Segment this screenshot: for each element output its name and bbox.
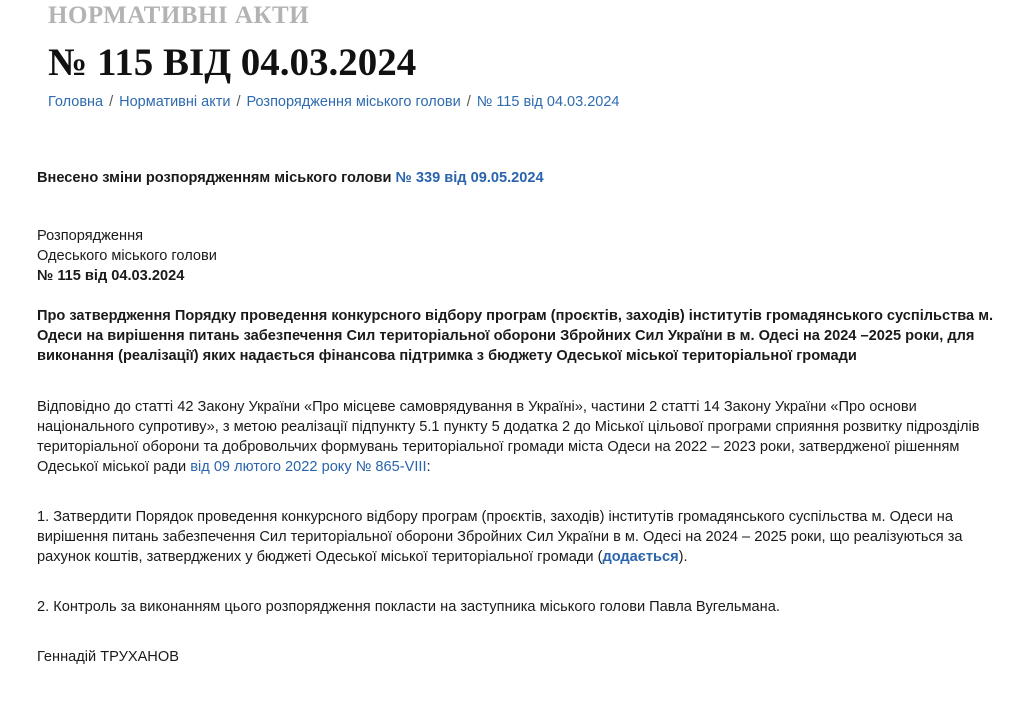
document-subject: Про затвердження Порядку проведення конкурсного відбору програм (проєктів, заходів) інститутів громадянського суспільства м. Одеси на вирішення питань забезпечення Сил територіальної оборони Збройних Сил України в м. Одесі на 2024 –2025 роки, для виконання (реалізації) яких надається фінансова підтримка з бюджету Одеської міської територіальної громади [37, 308, 994, 364]
council-decision-link[interactable]: від 09 лютого 2022 року № 865-VIII [190, 459, 427, 475]
breadcrumb-normative-acts[interactable]: Нормативні акти [119, 94, 231, 110]
amendment-text: Внесено зміни розпорядженням міського голови [37, 170, 396, 186]
document-content [37, 168, 1007, 667]
document-preamble [37, 397, 1007, 477]
item-1-text: 1. Затвердити Порядок проведення конкурсного відбору програм (проєктів, заходів) інститутів громадянського суспільства м. Одеси на вирішення питань забезпечення Сил територіальної оборони Збройних Сил України в м. Одесі на 2024 – 2025 роки, що реалізуються за рахунок коштів, затверджених у бюджеті Одеської міської територіальної громади ( [37, 509, 963, 565]
preamble-tail: : [426, 459, 431, 475]
doc-number: № 115 від 04.03.2024 [37, 268, 185, 284]
breadcrumb-home[interactable]: Головна [48, 94, 104, 110]
page-title: № 115 ВІД 04.03.2024 [48, 41, 417, 84]
amendment-link[interactable]: № 339 від 09.05.2024 [395, 170, 544, 186]
section-title: НОРМАТИВНІ АКТИ [48, 2, 310, 29]
breadcrumb-separator: / [466, 94, 471, 110]
order-item-2: 2. Контроль за виконанням цього розпорядження покласти на заступника міського голови Павла Вугельмана. [37, 599, 780, 615]
breadcrumb-separator: / [236, 94, 241, 110]
doc-issuer: Одеського міського голови [37, 248, 217, 264]
doc-type: Розпорядження [37, 228, 144, 244]
signature: Геннадій ТРУХАНОВ [37, 649, 179, 665]
item-1-tail: ). [678, 549, 688, 565]
order-item-1 [37, 507, 1007, 567]
breadcrumb-separator: / [109, 94, 114, 110]
breadcrumb-mayor-orders[interactable]: Розпорядження міського голови [246, 94, 461, 110]
attachment-link[interactable]: додається [602, 549, 679, 565]
amendment-note [37, 168, 1007, 188]
breadcrumb-current[interactable]: № 115 від 04.03.2024 [476, 94, 620, 110]
document-header [37, 226, 1007, 286]
breadcrumb [48, 94, 619, 110]
preamble-text: Відповідно до статті 42 Закону України «Про місцеве самоврядування в Україні», частини 2 статті 14 Закону України «Про основи національного супротиву», з метою реалізації підпункту 5.1 пункту 5 додатка 2 до Міської цільової програми сприяння розвитку підрозділів територіальної оборони та добровольчих формувань територіальної громади міста Одеси на 2022 – 2023 роки, затвердженої рішенням Одеської міської ради [37, 399, 980, 475]
